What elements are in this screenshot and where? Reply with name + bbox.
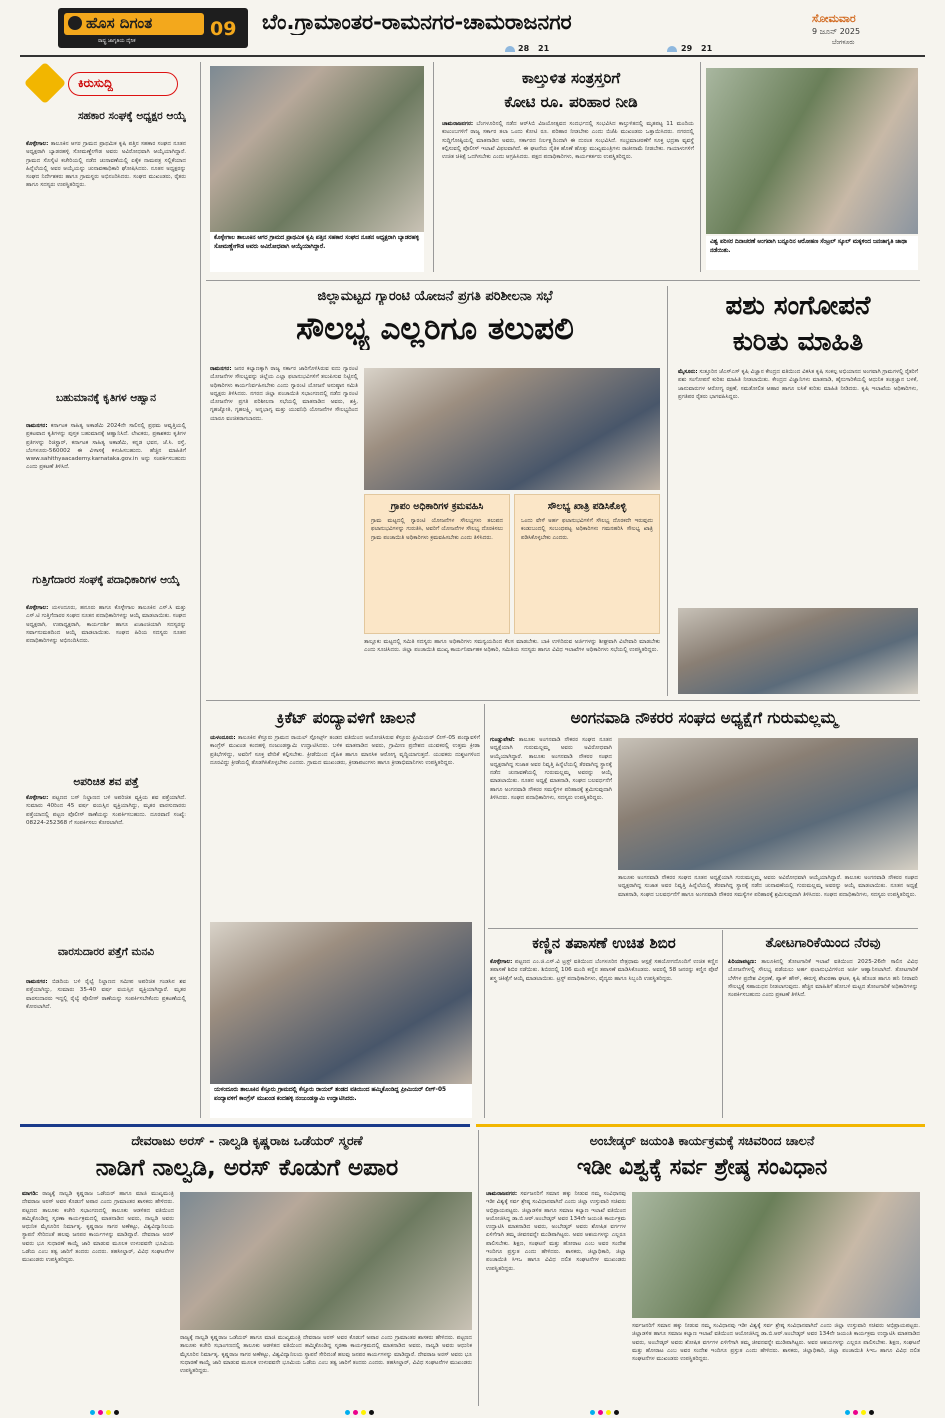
- story-body: ಯಳಂದೂರು: ತಾಲೂಕಿನ ಕೆಸ್ತೂರು ಗ್ರಾಮದ ರಾಯಲ್ ಸ್ಪೋರ್ಟ್ಸ್ ತಂಡದ ವತಿಯಿಂದ ಆಯೋಜಿಸಿರುವ ಕೆಸ್ತೂರು ಪ್ರೀಮಿಯರ್ ಲೀಗ್-05 ಪಂದ್ಯಾವಳಿಗೆ ಕಾಂಗ್ರೆಸ್ ಮುಖಂಡ ಕಂದಹಳ್ಳಿ ನಂಜುಂಡಸ್ವಾಮಿ ಉದ್ಘಾಟಿಸಿದರು. ಬಳಿಕ ಮಾತನಾಡಿದ ಅವರು, ಗ್ರಾಮೀಣ ಪ್ರದೇಶದ ಯುವಕರಲ್ಲಿ ಉತ್ತಮ ಕ್ರೀಡಾ ಪ್ರತಿಭೆಗಳಿದ್ದು, ಅವರಿಗೆ ಸೂಕ್ತ ವೇದಿಕೆ ಕಲ್ಪಿಸಬೇಕು. ಕ್ರೀಡೆಯಿಂದ ದೈಹಿಕ ಹಾಗೂ ಮಾನಸಿಕ ಆರೋಗ್ಯ ವೃದ್ಧಿಯಾಗುತ್ತದೆ. ಯುವಕರು ದುಶ್ಚಟಗಳಿಂದ ದೂರವಿದ್ದು ಕ್ರೀಡೆಯಲ್ಲಿ ತೊಡಗಿಸಿಕೊಳ್ಳಬೇಕು ಎಂದರು. ಗ್ರಾಮದ ಮುಖಂಡರು, ಕ್ರೀಡಾಪಟುಗಳು ಹಾಗೂ ಕ್ರೀಡಾಭಿಮಾನಿಗಳು ಉಪಸ್ಥಿತರಿದ್ದರು.: [210, 735, 480, 766]
- registration-marks: [590, 1410, 630, 1416]
- story-kicker: ದೇವರಾಜು ಅರಸ್ - ನಾಲ್ವಡಿ ಕೃಷ್ಣರಾಜ ಒಡೆಯರ್ ಸ್ಮರಣೆ: [131, 1133, 363, 1148]
- column-divider: [478, 1130, 479, 1406]
- box-text: ಗ್ರಾಮ ಮಟ್ಟದಲ್ಲಿ ಗ್ಯಾರಂಟಿ ಯೋಜನೆಗಳ ಸೌಲಭ್ಯಗಳು ತಲುಪದ ಫಲಾನುಭವಿಗಳನ್ನು ಗುರುತಿಸಿ, ಅವರಿಗೆ ಯೋಜನೆಗಳ ಸೌಲಭ್ಯ ದೊರಕಿಸಲು ಗ್ರಾಮ ಪಂಚಾಯಿತಿ ಅಧಿಕಾರಿಗಳು ಕ್ರಮವಹಿಸಬೇಕು ಎಂದು ತಿಳಿಸಿದರು.: [371, 518, 503, 541]
- column-divider: [484, 704, 485, 1118]
- news-photo: [706, 68, 918, 234]
- date-label: 9 ಜೂನ್ 2025: [812, 27, 861, 36]
- masthead: [0, 0, 945, 52]
- story-body: ಸರ್ವಜನರಿಗೆ ಸಮಾನ ಹಕ್ಕು ನೀಡುವ ನಮ್ಮ ಸಂವಿಧಾನವು ಇಡೀ ವಿಶ್ವಕ್ಕೆ ಸರ್ವ ಶ್ರೇಷ್ಠ ಸಂವಿಧಾನವಾಗಿದೆ ಎಂದು ಜಿಲ್ಲಾ ಉಸ್ತುವಾರಿ ಸಚಿವರು ಅಭಿಪ್ರಾಯಪಟ್ಟರು. ಜಿಲ್ಲಾಡಳಿತ ಹಾಗೂ ಸಮಾಜ ಕಲ್ಯಾಣ ಇಲಾಖೆ ವತಿಯಿಂದ ಆಯೋಜಿಸಿದ್ದ ಡಾ.ಬಿ.ಆರ್.ಅಂಬೇಡ್ಕರ್ ಅವರ 134ನೇ ಜಯಂತಿ ಕಾರ್ಯಕ್ರಮ ಉದ್ಘಾಟಿಸಿ ಮಾತನಾಡಿದ ಅವರು, ಅಂಬೇಡ್ಕರ್ ಅವರು ಶೋಷಿತ ವರ್ಗಗಳ ಏಳಿಗೆಗಾಗಿ ತಮ್ಮ ಜೀವನವನ್ನೇ ಮುಡಿಪಾಗಿಟ್ಟರು. ಅವರ ಆಶಯಗಳನ್ನು ಎಲ್ಲರೂ ಪಾಲಿಸಬೇಕು. ಶಿಕ್ಷಣ, ಸಂಘಟನೆ ಮತ್ತು ಹೋರಾಟ ಎಂಬ ಅವರ ಸಂದೇಶ ಇಂದಿಗೂ ಪ್ರಸ್ತುತ ಎಂದು ಹೇಳಿದರು. ಶಾಸಕರು, ಜಿಲ್ಲಾಧಿಕಾರಿ, ಜಿಲ್ಲಾ ಪಂಚಾಯಿತಿ ಸಿಇಒ ಹಾಗೂ ವಿವಿಧ ದಲಿತ ಸಂಘಟನೆಗಳ ಮುಖಂಡರು ಉಪಸ್ಥಿತರಿದ್ದರು.: [632, 1323, 920, 1363]
- masthead-rule: [20, 55, 925, 57]
- logo-block: [58, 8, 248, 48]
- box-title: ಗ್ರಾಪಂ ಅಧಿಕಾರಿಗಳ ಕ್ರಮವಹಿಸಿ: [390, 501, 484, 512]
- kiru-suddi-column: [22, 62, 190, 1120]
- info-box: [364, 494, 510, 634]
- story-headline: ತೋಟಗಾರಿಕೆಯಿಂದ ನೆರವು: [765, 935, 881, 951]
- kiru-body: ರಾಮನಗರ: ಬಿಡದಿಯ ಬಳಿ ರೈಲ್ವೆ ನಿಲ್ದಾಣದ ಸಮೀಪ ಅಪರಿಚಿತ ಗಂಡಸಿನ ಶವ ಪತ್ತೆಯಾಗಿದ್ದು, ಸುಮಾರು 35-40 ವರ್ಷ ವಯಸ್ಸಿನ ವ್ಯಕ್ತಿಯಾಗಿದ್ದಾರೆ. ಮೃತರ ವಾರಸುದಾರರು ಇದ್ದಲ್ಲಿ ರೈಲ್ವೆ ಪೊಲೀಸ್ ಠಾಣೆಯನ್ನು ಸಂಪರ್ಕಿಸಬೇಕೆಂದು ಪ್ರಕಟಣೆಯಲ್ಲಿ ಕೋರಲಾಗಿದೆ.: [26, 979, 186, 1010]
- weather-lo: 21: [701, 44, 713, 53]
- news-photo: [180, 1192, 472, 1330]
- story-body: ಗುಂಡ್ಲುಪೇಟೆ: ತಾಲೂಕು ಅಂಗನವಾಡಿ ನೌಕರರ ಸಂಘದ ನೂತನ ಅಧ್ಯಕ್ಷೆಯಾಗಿ ಗುರುಮಲ್ಲಮ್ಮ ಅವರು ಅವಿರೋಧವಾಗಿ ಆಯ್ಕೆಯಾಗಿದ್ದಾರೆ. ತಾಲೂಕು ಅಂಗನವಾಡಿ ನೌಕರರ ಸಂಘದ ಅಧ್ಯಕ್ಷರಾಗಿದ್ದ ಸುಜಾತ ಅವರ ನಿವೃತ್ತಿ ಹಿನ್ನೆಲೆಯಲ್ಲಿ ತೆರವಾಗಿದ್ದ ಸ್ಥಾನಕ್ಕೆ ನಡೆದ ಚುನಾವಣೆಯಲ್ಲಿ ಗುರುಮಲ್ಲಮ್ಮ ಅವರನ್ನು ಆಯ್ಕೆ ಮಾಡಲಾಯಿತು. ನೂತನ ಅಧ್ಯಕ್ಷೆ ಮಾತನಾಡಿ, ಸಂಘದ ಬಲವರ್ಧನೆಗೆ ಹಾಗೂ ಅಂಗನವಾಡಿ ನೌಕರರ ಸಮಸ್ಯೆಗಳ ಪರಿಹಾರಕ್ಕೆ ಶ್ರಮಿಸುವುದಾಗಿ ತಿಳಿಸಿದರು. ಸಂಘದ ಪದಾಧಿಕಾರಿಗಳು, ಸದಸ್ಯರು ಉಪಸ್ಥಿತರಿದ್ದರು.: [490, 737, 612, 802]
- weather-hi: 29: [681, 44, 693, 53]
- news-photo: [632, 1192, 920, 1318]
- story-body: ಚಾಮರಾಜನಗರ: ಸರ್ವಜನರಿಗೆ ಸಮಾನ ಹಕ್ಕು ನೀಡುವ ನಮ್ಮ ಸಂವಿಧಾನವು ಇಡೀ ವಿಶ್ವಕ್ಕೆ ಸರ್ವ ಶ್ರೇಷ್ಠ ಸಂವಿಧಾನವಾಗಿದೆ ಎಂದು ಜಿಲ್ಲಾ ಉಸ್ತುವಾರಿ ಸಚಿವರು ಅಭಿಪ್ರಾಯಪಟ್ಟರು. ಜಿಲ್ಲಾಡಳಿತ ಹಾಗೂ ಸಮಾಜ ಕಲ್ಯಾಣ ಇಲಾಖೆ ವತಿಯಿಂದ ಆಯೋಜಿಸಿದ್ದ ಡಾ.ಬಿ.ಆರ್.ಅಂಬೇಡ್ಕರ್ ಅವರ 134ನೇ ಜಯಂತಿ ಕಾರ್ಯಕ್ರಮ ಉದ್ಘಾಟಿಸಿ ಮಾತನಾಡಿದ ಅವರು, ಅಂಬೇಡ್ಕರ್ ಅವರು ಶೋಷಿತ ವರ್ಗಗಳ ಏಳಿಗೆಗಾಗಿ ತಮ್ಮ ಜೀವನವನ್ನೇ ಮುಡಿಪಾಗಿಟ್ಟರು. ಅವರ ಆಶಯಗಳನ್ನು ಎಲ್ಲರೂ ಪಾಲಿಸಬೇಕು. ಶಿಕ್ಷಣ, ಸಂಘಟನೆ ಮತ್ತು ಹೋರಾಟ ಎಂಬ ಅವರ ಸಂದೇಶ ಇಂದಿಗೂ ಪ್ರಸ್ತುತ ಎಂದು ಹೇಳಿದರು. ಶಾಸಕರು, ಜಿಲ್ಲಾಧಿಕಾರಿ, ಜಿಲ್ಲಾ ಪಂಚಾಯಿತಿ ಸಿಇಒ ಹಾಗೂ ವಿವಿಧ ದಲಿತ ಸಂಘಟನೆಗಳ ಮುಖಂಡರು ಉಪಸ್ಥಿತರಿದ್ದರು.: [486, 1191, 626, 1272]
- story-headline: ಇಡೀ ವಿಶ್ವಕ್ಕೆ ಸರ್ವ ಶ್ರೇಷ್ಠ ಸಂವಿಧಾನ: [576, 1155, 828, 1180]
- kiru-headline: ಸಹಕಾರ ಸಂಘಕ್ಕೆ ಅಧ್ಯಕ್ಷರ ಆಯ್ಕೆ: [77, 110, 186, 122]
- kiru-headline: ವಾರಸುದಾರರ ಪತ್ತೆಗೆ ಮನವಿ: [57, 946, 155, 958]
- kiru-headline: ಬಹುಮಾನಕ್ಕೆ ಕೃತಿಗಳ ಆಹ್ವಾನ: [56, 392, 156, 404]
- story-headline: ಕಾಲ್ತುಳಿತ ಸಂತ್ರಸ್ತರಿಗೆ: [521, 69, 621, 87]
- column-divider: [667, 286, 668, 696]
- photo-caption: ಯಳಂದೂರು ತಾಲೂಕಿನ ಕೆಸ್ತೂರು ಗ್ರಾಮದಲ್ಲಿ ಕೆಸ್ತೂರು ರಾಯಲ್ ತಂಡದ ವತಿಯಿಂದ ಹಮ್ಮಿಕೊಂಡಿದ್ದ ಪ್ರೀಮಿಯರ್ ಲೀಗ್-05 ಪಂದ್ಯಾವಳಿಗೆ ಕಾಂಗ್ರೆಸ್ ಮುಖಂಡ ಕಂದಹಳ್ಳಿ ನಂಜುಂಡಸ್ವಾಮಿ ಉದ್ಘಾಟಿಸಿದರು.: [210, 1084, 472, 1118]
- meeting-photo: [364, 368, 660, 490]
- city-label: ಬೆಂಗಳೂರು: [832, 39, 855, 46]
- section-rule: [20, 1124, 470, 1127]
- logo-tagline: ರಾಷ್ಟ್ರ ಜಾಗೃತಿಯ ದೈನಿಕ: [98, 38, 136, 44]
- column-divider: [722, 930, 723, 1118]
- kiru-headline: ಅಪರಿಚಿತ ಶವ ಪತ್ತೆ: [73, 776, 139, 788]
- weather-icon: [505, 46, 515, 52]
- story-body: ರಾಜ್ಯಕ್ಕೆ ನಾಲ್ವಡಿ ಕೃಷ್ಣರಾಜ ಒಡೆಯರ್ ಹಾಗೂ ಮಾಜಿ ಮುಖ್ಯಮಂತ್ರಿ ದೇವರಾಜ ಅರಸ್ ಅವರ ಕೊಡುಗೆ ಅಪಾರ ಎಂದು ಗ್ರಾಮಾಂತರ ಶಾಸಕರು ಹೇಳಿದರು. ಪಟ್ಟಣದ ತಾಲೂಕು ಕಚೇರಿ ಸಭಾಂಗಣದಲ್ಲಿ ತಾಲೂಕು ಆಡಳಿತದ ವತಿಯಿಂದ ಹಮ್ಮಿಕೊಂಡಿದ್ದ ಸ್ಮರಣಾ ಕಾರ್ಯಕ್ರಮದಲ್ಲಿ ಮಾತನಾಡಿದ ಅವರು, ನಾಲ್ವಡಿ ಅವರು ಆಧುನಿಕ ಮೈಸೂರಿನ ನಿರ್ಮಾತೃ. ಕೃಷ್ಣರಾಜ ಸಾಗರ ಅಣೆಕಟ್ಟು, ವಿಶ್ವವಿದ್ಯಾನಿಲಯ ಸ್ಥಾಪನೆ ಸೇರಿದಂತೆ ಹಲವು ಜನಪರ ಕಾರ್ಯಗಳನ್ನು ಮಾಡಿದ್ದಾರೆ. ದೇವರಾಜ ಅರಸ್ ಅವರು ಭೂ ಸುಧಾರಣೆ ಕಾಯ್ದೆ ಜಾರಿ ಮಾಡುವ ಮೂಲಕ ಉಳುವವನೇ ಭೂಮಿಯ ಒಡೆಯ ಎಂಬ ತತ್ವ ಜಾರಿಗೆ ತಂದರು ಎಂದರು. ತಹಸೀಲ್ದಾರ್, ವಿವಿಧ ಸಂಘಟನೆಗಳ ಮುಖಂಡರು ಉಪಸ್ಥಿತರಿದ್ದರು.: [180, 1335, 472, 1375]
- news-photo: [210, 922, 472, 1084]
- kiru-label-text: ಕಿರುಸುದ್ದಿ: [78, 76, 113, 90]
- story-headline: ಕೋಟಿ ರೂ. ಪರಿಹಾರ ನೀಡಿ: [504, 93, 638, 111]
- story-body: ಪಿರಿಯಾಪಟ್ಟಣ: ತಾಲೂಕಿನಲ್ಲಿ ತೋಟಗಾರಿಕೆ ಇಲಾಖೆ ವತಿಯಿಂದ 2025-26ನೇ ಸಾಲಿನ ವಿವಿಧ ಯೋಜನೆಗಳಲ್ಲಿ ಸೌಲಭ್ಯ ಪಡೆಯಲು ಅರ್ಹ ಫಲಾನುಭವಿಗಳಿಂದ ಅರ್ಜಿ ಆಹ್ವಾನಿಸಲಾಗಿದೆ. ತೋಟಗಾರಿಕೆ ಬೆಳೆಗಳ ಪ್ರದೇಶ ವಿಸ್ತರಣೆ, ಪ್ಯಾಕ್ ಹೌಸ್, ಈರುಳ್ಳಿ ಶೇಖರಣಾ ಘಟಕ, ಕೃಷಿ ಹೊಂಡ ಹಾಗೂ ಹನಿ ನೀರಾವರಿ ಸೌಲಭ್ಯಕ್ಕೆ ಸಹಾಯಧನ ನೀಡಲಾಗುವುದು. ಹೆಚ್ಚಿನ ಮಾಹಿತಿಗೆ ಹೋಬಳಿ ಮಟ್ಟದ ತೋಟಗಾರಿಕೆ ಅಧಿಕಾರಿಗಳನ್ನು ಸಂಪರ್ಕಿಸಬಹುದು ಎಂದು ಪ್ರಕಟಣೆ ತಿಳಿಸಿದೆ.: [728, 959, 918, 999]
- region-title: ಬೆಂ.ಗ್ರಾಮಾಂತರ-ರಾಮನಗರ-ಚಾಮರಾಜನಗರ: [262, 10, 572, 34]
- kiru-body: ಕೊಳ್ಳೇಗಾಲ: ಪಟ್ಟಣದ ಬಸ್ ನಿಲ್ದಾಣದ ಬಳಿ ಅಪರಿಚಿತ ವ್ಯಕ್ತಿಯ ಶವ ಪತ್ತೆಯಾಗಿದೆ. ಸುಮಾರು 40ರಿಂದ 45 ವರ್ಷ ವಯಸ್ಸಿನ ವ್ಯಕ್ತಿಯಾಗಿದ್ದು, ಮೃತರ ವಾರಸುದಾರರು ಪತ್ತೆಯಾದಲ್ಲಿ ಪಟ್ಟಣ ಪೊಲೀಸ್ ಠಾಣೆಯನ್ನು ಸಂಪರ್ಕಿಸಬಹುದು. ದೂರವಾಣಿ ಸಂಖ್ಯೆ: 08224-252368 ಗೆ ಸಂಪರ್ಕಿಸಲು ಕೋರಲಾಗಿದೆ.: [26, 795, 186, 826]
- story-body: ತಾಲೂಕು ಅಂಗನವಾಡಿ ನೌಕರರ ಸಂಘದ ನೂತನ ಅಧ್ಯಕ್ಷೆಯಾಗಿ ಗುರುಮಲ್ಲಮ್ಮ ಅವರು ಅವಿರೋಧವಾಗಿ ಆಯ್ಕೆಯಾಗಿದ್ದಾರೆ. ತಾಲೂಕು ಅಂಗನವಾಡಿ ನೌಕರರ ಸಂಘದ ಅಧ್ಯಕ್ಷರಾಗಿದ್ದ ಸುಜಾತ ಅವರ ನಿವೃತ್ತಿ ಹಿನ್ನೆಲೆಯಲ್ಲಿ ತೆರವಾಗಿದ್ದ ಸ್ಥಾನಕ್ಕೆ ನಡೆದ ಚುನಾವಣೆಯಲ್ಲಿ ಗುರುಮಲ್ಲಮ್ಮ ಅವರನ್ನು ಆಯ್ಕೆ ಮಾಡಲಾಯಿತು. ನೂತನ ಅಧ್ಯಕ್ಷೆ ಮಾತನಾಡಿ, ಸಂಘದ ಬಲವರ್ಧನೆಗೆ ಹಾಗೂ ಅಂಗನವಾಡಿ ನೌಕರರ ಸಮಸ್ಯೆಗಳ ಪರಿಹಾರಕ್ಕೆ ಶ್ರಮಿಸುವುದಾಗಿ ತಿಳಿಸಿದರು. ಸಂಘದ ಪದಾಧಿಕಾರಿಗಳು, ಸದಸ್ಯರು ಉಪಸ್ಥಿತರಿದ್ದರು.: [618, 875, 918, 898]
- story-body: ಚಾಮರಾಜನಗರ: ಬೆಂಗಳೂರಿನಲ್ಲಿ ನಡೆದ ಆರ್‌ಸಿಬಿ ವಿಜಯೋತ್ಸವದ ಸಂದರ್ಭದಲ್ಲಿ ಸಂಭವಿಸಿದ ಕಾಲ್ತುಳಿತದಲ್ಲಿ ಮೃತಪಟ್ಟ 11 ಮಂದಿಯ ಕುಟುಂಬಗಳಿಗೆ ರಾಜ್ಯ ಸರ್ಕಾರ ತಲಾ ಒಂದು ಕೋಟಿ ರೂ. ಪರಿಹಾರ ನೀಡಬೇಕು ಎಂದು ಬಿಜೆಪಿ ಮುಖಂಡರು ಒತ್ತಾಯಿಸಿದರು. ನಗರದಲ್ಲಿ ಸುದ್ದಿಗೋಷ್ಠಿಯಲ್ಲಿ ಮಾತನಾಡಿದ ಅವರು, ಸರ್ಕಾರದ ನಿರ್ಲಕ್ಷ್ಯದಿಂದಾಗಿ ಈ ದುರಂತ ಸಂಭವಿಸಿದೆ. ಸಂಭ್ರಮಾಚರಣೆಗೆ ಸೂಕ್ತ ಭದ್ರತಾ ವ್ಯವಸ್ಥೆ ಕಲ್ಪಿಸುವಲ್ಲಿ ಪೊಲೀಸ್ ಇಲಾಖೆ ವಿಫಲವಾಗಿದೆ. ಈ ಘಟನೆಯ ನೈತಿಕ ಹೊಣೆ ಹೊತ್ತು ಮುಖ್ಯಮಂತ್ರಿಗಳು ರಾಜೀನಾಮೆ ನೀಡಬೇಕು. ಗಾಯಾಳುಗಳಿಗೆ ಉಚಿತ ಚಿಕಿತ್ಸೆ ಒದಗಿಸಬೇಕು ಎಂದು ಆಗ್ರಹಿಸಿದರು. ಪಕ್ಷದ ಪದಾಧಿಕಾರಿಗಳು, ಕಾರ್ಯಕರ್ತರು ಉಪಸ್ಥಿತರಿದ್ದರು.: [442, 121, 694, 161]
- row-divider: [206, 280, 920, 281]
- photo-caption: ವಿಶ್ವ ಪರಿಸರ ದಿನಾಚರಣೆ ಅಂಗವಾಗಿ ಬನ್ನೂರಿನ ಆರೋಹಣ ಸೆಂಟ್ರಲ್ ಸ್ಕೂಲ್ ಮಕ್ಕಳಿಂದ ಜನಜಾಗೃತಿ ಜಾಥಾ ನಡೆಯಿತು.: [706, 236, 918, 270]
- story-headline: ಕುರಿತು ಮಾಹಿತಿ: [732, 327, 864, 357]
- box-title: ಸೌಲಭ್ಯ ಖಾತ್ರಿ ಪಡಿಸಿಕೊಳ್ಳಿ: [547, 501, 627, 512]
- story-body: ಮಾಗಡಿ: ರಾಜ್ಯಕ್ಕೆ ನಾಲ್ವಡಿ ಕೃಷ್ಣರಾಜ ಒಡೆಯರ್ ಹಾಗೂ ಮಾಜಿ ಮುಖ್ಯಮಂತ್ರಿ ದೇವರಾಜ ಅರಸ್ ಅವರ ಕೊಡುಗೆ ಅಪಾರ ಎಂದು ಗ್ರಾಮಾಂತರ ಶಾಸಕರು ಹೇಳಿದರು. ಪಟ್ಟಣದ ತಾಲೂಕು ಕಚೇರಿ ಸಭಾಂಗಣದಲ್ಲಿ ತಾಲೂಕು ಆಡಳಿತದ ವತಿಯಿಂದ ಹಮ್ಮಿಕೊಂಡಿದ್ದ ಸ್ಮರಣಾ ಕಾರ್ಯಕ್ರಮದಲ್ಲಿ ಮಾತನಾಡಿದ ಅವರು, ನಾಲ್ವಡಿ ಅವರು ಆಧುನಿಕ ಮೈಸೂರಿನ ನಿರ್ಮಾತೃ. ಕೃಷ್ಣರಾಜ ಸಾಗರ ಅಣೆಕಟ್ಟು, ವಿಶ್ವವಿದ್ಯಾನಿಲಯ ಸ್ಥಾಪನೆ ಸೇರಿದಂತೆ ಹಲವು ಜನಪರ ಕಾರ್ಯಗಳನ್ನು ಮಾಡಿದ್ದಾರೆ. ದೇವರಾಜ ಅರಸ್ ಅವರು ಭೂ ಸುಧಾರಣೆ ಕಾಯ್ದೆ ಜಾರಿ ಮಾಡುವ ಮೂಲಕ ಉಳುವವನೇ ಭೂಮಿಯ ಒಡೆಯ ಎಂಬ ತತ್ವ ಜಾರಿಗೆ ತಂದರು ಎಂದರು. ತಹಸೀಲ್ದಾರ್, ವಿವಿಧ ಸಂಘಟನೆಗಳ ಮುಖಂಡರು ಉಪಸ್ಥಿತರಿದ್ದರು.: [22, 1191, 174, 1264]
- kiru-body: ರಾಮನಗರ: ಕರ್ನಾಟಕ ಸಾಹಿತ್ಯ ಅಕಾಡೆಮಿ 2024ನೇ ಸಾಲಿನಲ್ಲಿ ಪ್ರಥಮ ಆವೃತ್ತಿಯಲ್ಲಿ ಪ್ರಕಟವಾದ ಕೃತಿಗಳನ್ನು ಪುಸ್ತಕ ಬಹುಮಾನಕ್ಕೆ ಆಹ್ವಾನಿಸಿದೆ. ಲೇಖಕರು, ಪ್ರಕಾಶಕರು ಕೃತಿಗಳ ಪ್ರತಿಗಳನ್ನು ರಿಜಿಸ್ಟ್ರಾರ್, ಕರ್ನಾಟಕ ಸಾಹಿತ್ಯ ಅಕಾಡೆಮಿ, ಕನ್ನಡ ಭವನ, ಜೆ.ಸಿ. ರಸ್ತೆ, ಬೆಂಗಳೂರು-560002 ಈ ವಿಳಾಸಕ್ಕೆ ಕಳುಹಿಸಬಹುದು. ಹೆಚ್ಚಿನ ಮಾಹಿತಿಗೆ www.sahithyaacademy.karnataka.gov.in ಅನ್ನು ಸಂಪರ್ಕಿಸಬಹುದು ಎಂದು ಪ್ರಕಟಣೆ ತಿಳಿಸಿದೆ.: [26, 423, 186, 471]
- weather-lo: 21: [538, 44, 550, 53]
- registration-marks: [345, 1410, 385, 1416]
- story-kicker: ಅಂಬೇಡ್ಕರ್ ಜಯಂತಿ ಕಾರ್ಯಕ್ರಮಕ್ಕೆ ಸಚಿವರಿಂದ ಚಾಲನೆ: [589, 1133, 815, 1148]
- registration-marks: [845, 1410, 885, 1416]
- story-kicker: ಜಿಲ್ಲಾಮಟ್ಟದ ಗ್ಯಾರಂಟಿ ಯೋಜನೆ ಪ್ರಗತಿ ಪರಿಶೀಲನಾ ಸಭೆ: [317, 289, 553, 304]
- logo-text: ಹೊಸ ದಿಗಂತ: [86, 14, 153, 32]
- column-divider: [700, 62, 701, 272]
- story-body: ಮೈಸೂರು: ಸುತ್ತೂರಿನ ಜೆಎಸ್‌ಎಸ್ ಕೃಷಿ ವಿಜ್ಞಾನ ಕೇಂದ್ರದ ವತಿಯಿಂದ ವಿಕಸಿತ ಕೃಷಿ ಸಂಕಲ್ಪ ಅಭಿಯಾನದ ಅಂಗವಾಗಿ ಗ್ರಾಮಗಳಲ್ಲಿ ರೈತರಿಗೆ ಪಶು ಸಂಗೋಪನೆ ಕುರಿತು ಮಾಹಿತಿ ನೀಡಲಾಯಿತು. ಕೇಂದ್ರದ ವಿಜ್ಞಾನಿಗಳು ಮಾತನಾಡಿ, ಹೈನುಗಾರಿಕೆಯಲ್ಲಿ ಆಧುನಿಕ ತಂತ್ರಜ್ಞಾನ ಬಳಕೆ, ಜಾನುವಾರುಗಳ ಆರೋಗ್ಯ ರಕ್ಷಣೆ, ಸಮತೋಲಿತ ಆಹಾರ ಹಾಗೂ ಲಸಿಕೆ ಕುರಿತು ಮಾಹಿತಿ ನೀಡಿದರು. ಕೃಷಿ ಇಲಾಖೆಯ ಅಧಿಕಾರಿಗಳು, ಪ್ರಗತಿಪರ ರೈತರು ಭಾಗವಹಿಸಿದ್ದರು.: [678, 369, 918, 400]
- row-divider: [206, 700, 920, 701]
- news-photo: [210, 66, 424, 232]
- story-headline: ನಾಡಿಗೆ ನಾಲ್ವಡಿ, ಅರಸ್ ಕೊಡುಗೆ ಅಪಾರ: [95, 1155, 399, 1181]
- photo-caption: ಕೊಳ್ಳೇಗಾಲ ತಾಲೂಕಿನ ಆಗರ ಗ್ರಾಮದ ಪ್ರಾಥಮಿಕ ಕೃಷಿ ಪತ್ತಿನ ಸಹಕಾರ ಸಂಘದ ನೂತನ ಅಧ್ಯಕ್ಷರಾಗಿ ಬ್ಯಾಡರಹಳ್ಳಿ ಸೋಮಣ್ಣೇಗೌಡ ಅವರು ಅವಿರೋಧವಾಗಿ ಆಯ್ಕೆಯಾಗಿದ್ದಾರೆ.: [210, 232, 424, 272]
- column-divider: [433, 62, 434, 272]
- story-headline: ಕ್ರಿಕೆಟ್ ಪಂದ್ಯಾವಳಿಗೆ ಚಾಲನೆ: [276, 709, 416, 727]
- section-rule: [476, 1124, 925, 1127]
- column-divider: [200, 62, 201, 1118]
- story-body: ರಾಮನಗರ: ಜನರ ಕಲ್ಯಾಣಕ್ಕಾಗಿ ರಾಜ್ಯ ಸರ್ಕಾರ ಜಾರಿಗೊಳಿಸಿರುವ ಐದು ಗ್ಯಾರಂಟಿ ಯೋಜನೆಗಳ ಸೌಲಭ್ಯವನ್ನು ಜಿಲ್ಲೆಯ ಎಲ್ಲಾ ಫಲಾನುಭವಿಗಳಿಗೆ ತಲುಪಿಸುವ ನಿಟ್ಟಿನಲ್ಲಿ ಅಧಿಕಾರಿಗಳು ಕಾರ್ಯನಿರ್ವಹಿಸಬೇಕು ಎಂದು ಗ್ಯಾರಂಟಿ ಯೋಜನೆ ಅನುಷ್ಠಾನ ಸಮಿತಿ ಅಧ್ಯಕ್ಷರು ತಿಳಿಸಿದರು. ನಗರದ ಜಿಲ್ಲಾ ಪಂಚಾಯಿತಿ ಸಭಾಂಗಣದಲ್ಲಿ ನಡೆದ ಗ್ಯಾರಂಟಿ ಯೋಜನೆಗಳ ಪ್ರಗತಿ ಪರಿಶೀಲನಾ ಸಭೆಯಲ್ಲಿ ಮಾತನಾಡಿದ ಅವರು, ಶಕ್ತಿ, ಗೃಹಜ್ಯೋತಿ, ಗೃಹಲಕ್ಷ್ಮಿ, ಅನ್ನಭಾಗ್ಯ ಮತ್ತು ಯುವನಿಧಿ ಯೋಜನೆಗಳ ಸೌಲಭ್ಯದಿಂದ ಯಾರೂ ವಂಚಿತರಾಗಬಾರದು.: [210, 366, 358, 422]
- weather-icon: [667, 46, 677, 52]
- story-headline: ಅಂಗನವಾಡಿ ನೌಕರರ ಸಂಘದ ಅಧ್ಯಕ್ಷೆಗೆ ಗುರುಮಲ್ಲಮ್ಮ: [570, 709, 838, 727]
- kiru-body: ಕೊಳ್ಳೇಗಾಲ: ತಾಲೂಕಿನ ಆಗರ ಗ್ರಾಮದ ಪ್ರಾಥಮಿಕ ಕೃಷಿ ಪತ್ತಿನ ಸಹಕಾರ ಸಂಘದ ನೂತನ ಅಧ್ಯಕ್ಷರಾಗಿ ಬ್ಯಾಡರಹಳ್ಳಿ ಸೋಮಣ್ಣೇಗೌಡ ಅವರು ಅವಿರೋಧವಾಗಿ ಆಯ್ಕೆಯಾಗಿದ್ದಾರೆ. ಗ್ರಾಮದ ಸೊಸೈಟಿ ಕಚೇರಿಯಲ್ಲಿ ನಡೆದ ಚುನಾವಣೆಯಲ್ಲಿ ಏಕೈಕ ನಾಮಪತ್ರ ಸಲ್ಲಿಕೆಯಾದ ಹಿನ್ನೆಲೆಯಲ್ಲಿ ಅವರ ಆಯ್ಕೆಯನ್ನು ಚುನಾವಣಾಧಿಕಾರಿ ಘೋಷಿಸಿದರು. ನೂತನ ಅಧ್ಯಕ್ಷರನ್ನು ಸಂಘದ ನಿರ್ದೇಶಕರು ಹಾಗೂ ಗ್ರಾಮಸ್ಥರು ಅಭಿನಂದಿಸಿದರು. ಸಂಘದ ಮುಖಂಡರು, ರೈತರು ಹಾಗೂ ಸದಸ್ಯರು ಉಪಸ್ಥಿತರಿದ್ದರು.: [26, 141, 186, 189]
- registration-marks: [90, 1410, 130, 1416]
- story-body: ತಾಲ್ಲೂಕು ಮಟ್ಟದಲ್ಲಿ ಸಮಿತಿ ಸದಸ್ಯರು ಹಾಗೂ ಅಧಿಕಾರಿಗಳು ಸಮನ್ವಯದಿಂದ ಕೆಲಸ ಮಾಡಬೇಕು. ಬಾಕಿ ಉಳಿದಿರುವ ಅರ್ಜಿಗಳನ್ನು ಶೀಘ್ರವಾಗಿ ವಿಲೇವಾರಿ ಮಾಡಬೇಕು ಎಂದು ಸೂಚಿಸಿದರು. ಜಿಲ್ಲಾ ಪಂಚಾಯಿತಿ ಮುಖ್ಯ ಕಾರ್ಯನಿರ್ವಾಹಕ ಅಧಿಕಾರಿ, ಸಮಿತಿಯ ಸದಸ್ಯರು ಹಾಗೂ ವಿವಿಧ ಇಲಾಖೆಗಳ ಅಧಿಕಾರಿಗಳು ಸಭೆಯಲ್ಲಿ ಉಪಸ್ಥಿತರಿದ್ದರು.: [364, 639, 660, 654]
- day-label: ಸೋಮವಾರ: [812, 12, 856, 25]
- row-divider: [488, 928, 918, 929]
- story-headline: ಕಣ್ಣಿನ ತಪಾಸಣೆ ಉಚಿತ ಶಿಬಿರ: [532, 934, 676, 952]
- kiru-headline: ಗುತ್ತಿಗೆದಾರರ ಸಂಘಕ್ಕೆ ಪದಾಧಿಕಾರಿಗಳ ಆಯ್ಕೆ: [32, 574, 180, 586]
- page-number: 09: [210, 18, 237, 40]
- kiru-icon: [24, 62, 66, 104]
- logo-lamp-icon: [68, 16, 82, 30]
- weather-hi: 28: [518, 44, 530, 53]
- story-headline: ಸೌಲಭ್ಯ ಎಲ್ಲರಿಗೂ ತಲುಪಲಿ: [296, 311, 574, 347]
- kiru-body: ಕೊಳ್ಳೇಗಾಲ: ಯಳಂದೂರು, ಹನೂರು ಹಾಗೂ ಕೊಳ್ಳೇಗಾಲ ತಾಲೂಕಿನ ಎಸ್.ಸಿ ಮತ್ತು ಎಸ್.ಟಿ ಗುತ್ತಿಗೆದಾರರ ಸಂಘದ ನೂತನ ಪದಾಧಿಕಾರಿಗಳನ್ನು ಆಯ್ಕೆ ಮಾಡಲಾಯಿತು. ಸಂಘದ ಅಧ್ಯಕ್ಷರಾಗಿ, ಉಪಾಧ್ಯಕ್ಷರಾಗಿ, ಕಾರ್ಯದರ್ಶಿ ಹಾಗೂ ಖಜಾಂಚಿಯಾಗಿ ಸದಸ್ಯರನ್ನು ಸರ್ವಾನುಮತದಿಂದ ಆಯ್ಕೆ ಮಾಡಲಾಯಿತು. ಸಂಘದ ಹಿರಿಯ ಸದಸ್ಯರು ನೂತನ ಪದಾಧಿಕಾರಿಗಳನ್ನು ಅಭಿನಂದಿಸಿದರು.: [26, 605, 186, 645]
- news-photo: [618, 738, 918, 870]
- box-text: ಒಂದು ವೇಳೆ ಅರ್ಹ ಫಲಾನುಭವಿಗಳಿಗೆ ಸೌಲಭ್ಯ ದೊರಕದೇ ಇರುವುದು ಕಂಡುಬಂದಲ್ಲಿ ಸಂಬಂಧಪಟ್ಟ ಅಧಿಕಾರಿಗಳು ಗಮನಹರಿಸಿ ಸೌಲಭ್ಯ ಖಾತ್ರಿ ಪಡಿಸಿಕೊಳ್ಳಬೇಕು ಎಂದರು.: [521, 518, 653, 541]
- news-photo: [678, 608, 918, 694]
- info-box: [514, 494, 660, 634]
- story-headline: ಪಶು ಸಂಗೋಪನೆ: [725, 291, 871, 321]
- story-body: ಕೊಳ್ಳೇಗಾಲ: ಪಟ್ಟಣದ ಎಂ.ಜಿ.ಎಸ್.ವಿ ಟ್ರಸ್ಟ್ ವತಿಯಿಂದ ಬೆಂಗಳೂರಿನ ನೇತ್ರಧಾಮ ಆಸ್ಪತ್ರೆ ಸಹಯೋಗದೊಂದಿಗೆ ಉಚಿತ ಕಣ್ಣಿನ ತಪಾಸಣೆ ಶಿಬಿರ ನಡೆಯಿತು. ಶಿಬಿರದಲ್ಲಿ 106 ಮಂದಿ ಕಣ್ಣಿನ ತಪಾಸಣೆ ಮಾಡಿಸಿಕೊಂಡರು. ಅವರಲ್ಲಿ 58 ಜನರನ್ನು ಕಣ್ಣಿನ ಪೊರೆ ಶಸ್ತ್ರ ಚಿಕಿತ್ಸೆಗೆ ಆಯ್ಕೆ ಮಾಡಲಾಯಿತು. ಟ್ರಸ್ಟ್ ಪದಾಧಿಕಾರಿಗಳು, ವೈದ್ಯರು ಹಾಗೂ ಸಿಬ್ಬಂದಿ ಉಪಸ್ಥಿತರಿದ್ದರು.: [490, 959, 718, 982]
